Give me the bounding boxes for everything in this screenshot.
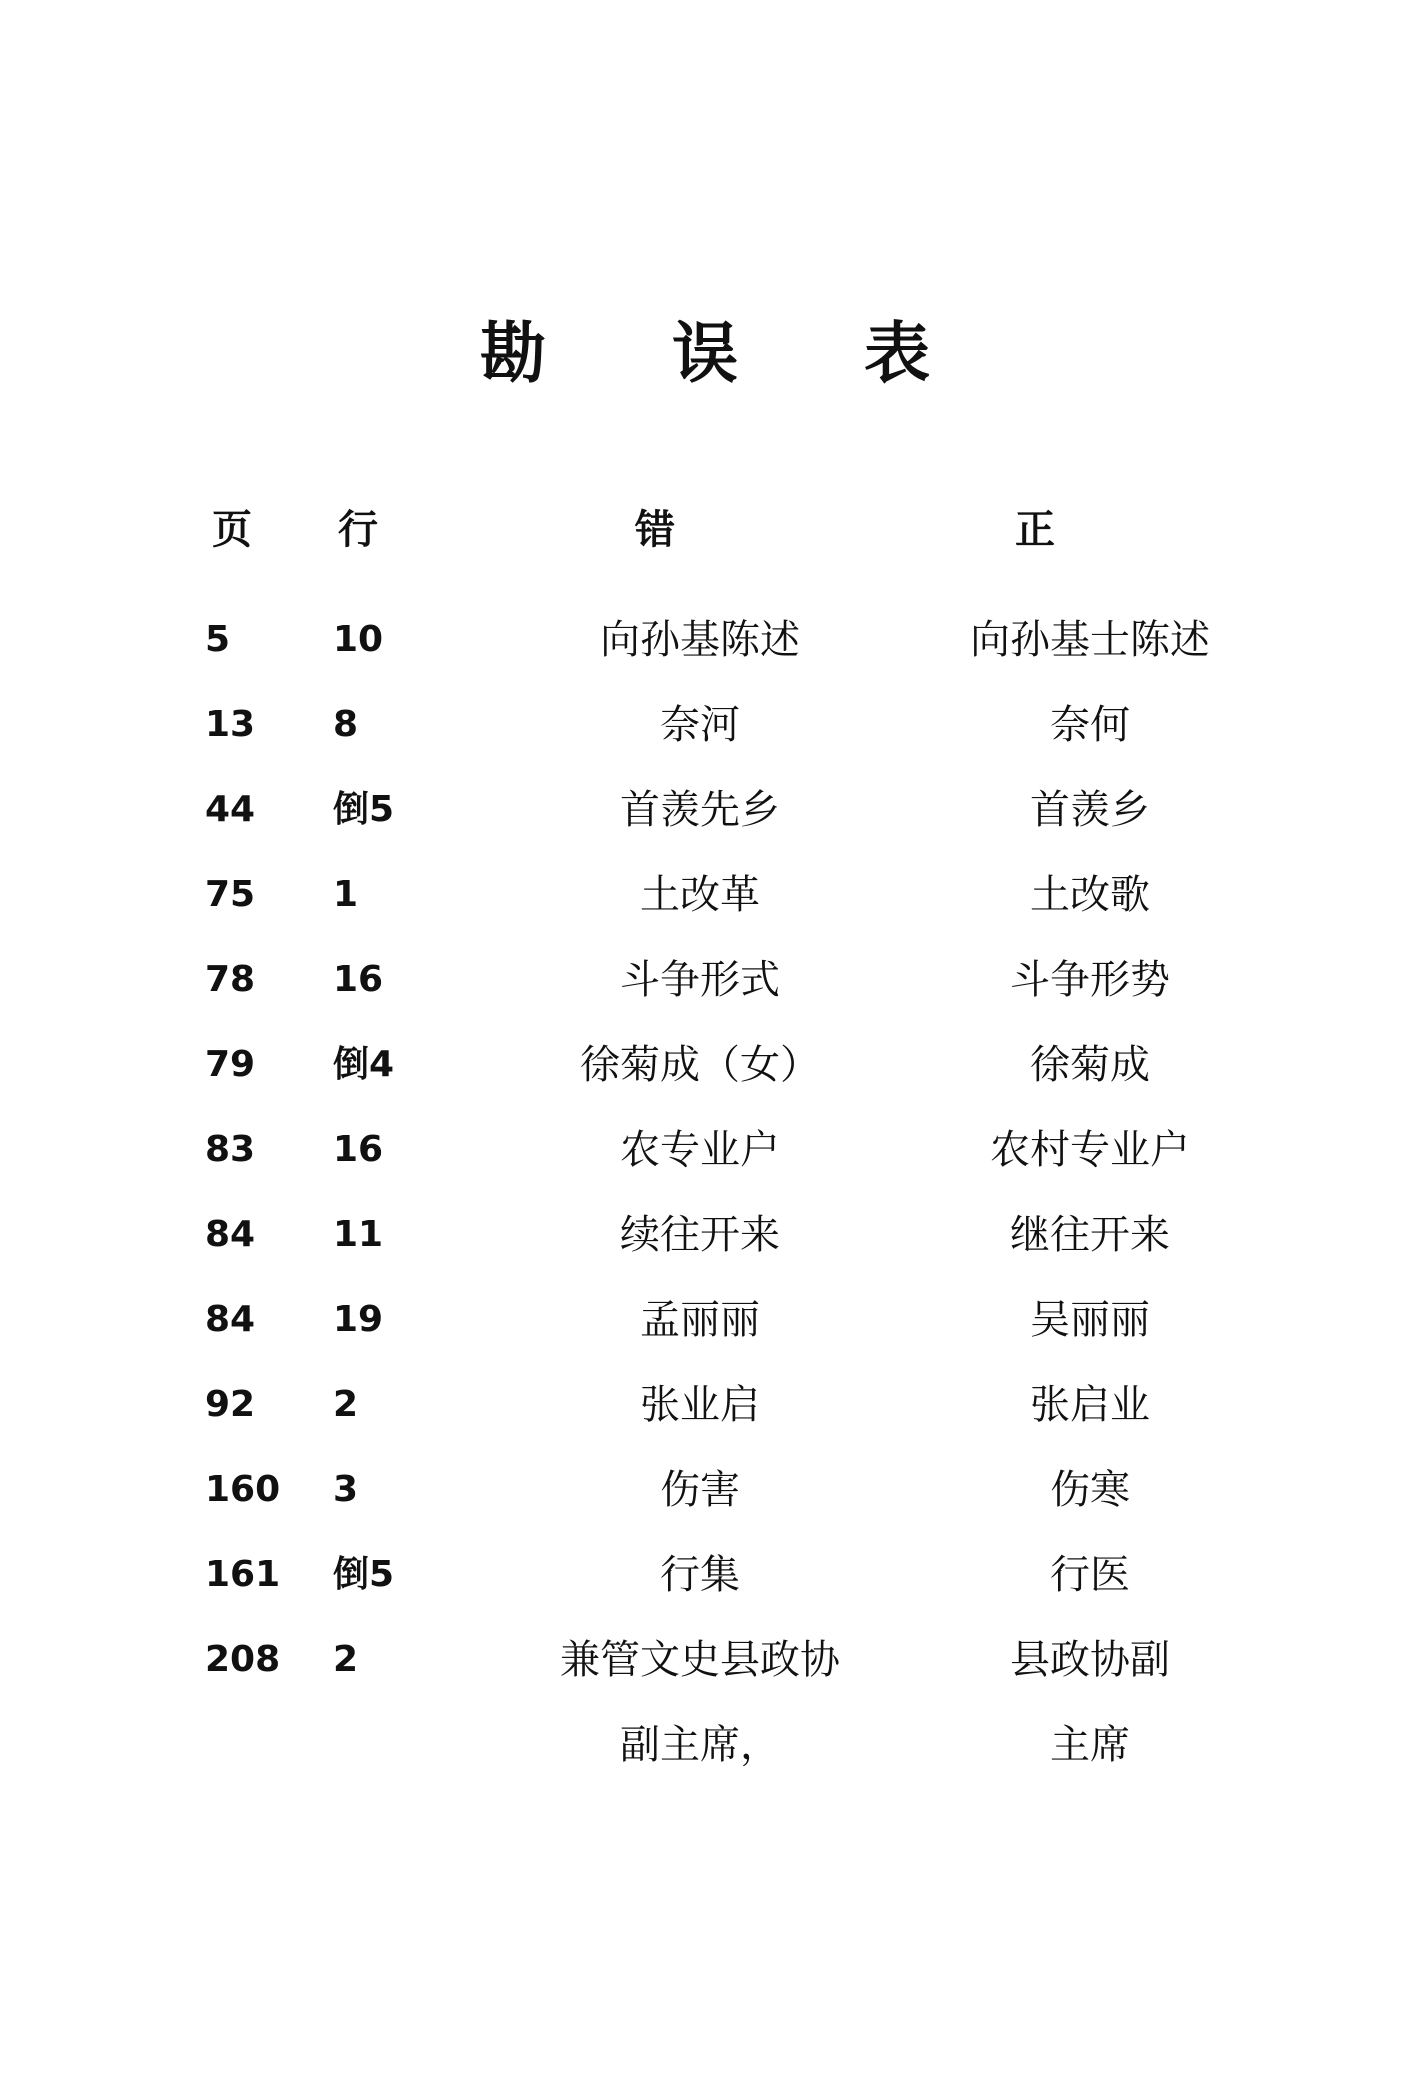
row-correct: 奈何 [1050,702,1130,748]
table-row [0,1460,1416,1520]
row-page: 44 [205,789,256,830]
table-row [0,950,1416,1010]
row-wrong: 孟丽丽 [640,1297,760,1343]
row-correct: 徐菊成 [1030,1042,1150,1088]
row-wrong: 向孙基陈述 [600,617,800,663]
row-wrong: 行集 [660,1552,740,1598]
title-char-2: 误 [672,314,744,392]
row-wrong: 张业启 [640,1382,760,1428]
row-wrong: 副主席， [620,1722,780,1768]
row-wrong: 农专业户 [620,1127,780,1173]
row-correct: 伤寒 [1050,1467,1130,1513]
table-row [0,1120,1416,1180]
row-line: 倒5 [333,789,395,830]
row-page: 5 [205,619,231,660]
row-correct: 吴丽丽 [1030,1297,1150,1343]
row-correct: 行医 [1050,1552,1130,1598]
row-line: 倒4 [333,1044,395,1085]
row-correct: 张启业 [1030,1382,1150,1428]
row-page: 83 [205,1129,256,1170]
row-correct: 农村专业户 [990,1127,1190,1173]
row-line: 2 [333,1384,359,1425]
row-page: 208 [205,1639,281,1680]
table-row [0,1375,1416,1435]
table-row [0,865,1416,925]
row-line: 2 [333,1639,359,1680]
row-correct: 首羡乡 [1030,787,1150,833]
row-page: 84 [205,1299,256,1340]
row-page: 92 [205,1384,256,1425]
table-row [0,1290,1416,1350]
row-correct: 土改歌 [1030,872,1150,918]
title-char-1: 勘 [480,314,552,392]
row-correct: 斗争形势 [1010,957,1170,1003]
page-title [0,300,1416,395]
table-row [0,1630,1416,1690]
row-wrong: 兼管文史县政协 [560,1637,840,1683]
row-page: 161 [205,1554,281,1595]
row-page: 78 [205,959,256,1000]
row-line: 16 [333,959,384,1000]
row-wrong: 续往开来 [620,1212,780,1258]
row-line: 19 [333,1299,384,1340]
row-line: 8 [333,704,359,745]
table-row-continuation [0,1715,1416,1775]
row-line: 10 [333,619,384,660]
table-row [0,695,1416,755]
table-row [0,1205,1416,1265]
header-line: 行 [338,506,378,553]
row-correct: 继往开来 [1010,1212,1170,1258]
row-page: 75 [205,874,256,915]
row-line: 16 [333,1129,384,1170]
row-wrong: 首羡先乡 [620,787,780,833]
header-page: 页 [212,506,252,553]
table-row [0,780,1416,840]
row-correct: 县政协副 [1010,1637,1170,1683]
row-wrong: 伤害 [660,1467,740,1513]
row-wrong: 斗争形式 [620,957,780,1003]
header-wrong: 错 [635,506,675,553]
title-char-3: 表 [864,314,936,392]
table-row [0,1545,1416,1605]
row-page: 79 [205,1044,256,1085]
row-page: 84 [205,1214,256,1255]
row-line: 1 [333,874,359,915]
header-correct: 正 [1015,506,1055,553]
row-page: 160 [205,1469,281,1510]
table-row [0,1035,1416,1095]
row-correct: 主席 [1050,1722,1130,1768]
row-line: 倒5 [333,1554,395,1595]
row-page: 13 [205,704,256,745]
row-correct: 向孙基士陈述 [970,617,1210,663]
row-wrong: 土改革 [640,872,760,918]
row-line: 11 [333,1214,384,1255]
row-line: 3 [333,1469,359,1510]
table-row [0,610,1416,670]
row-wrong: 徐菊成（女） [580,1042,820,1088]
row-wrong: 奈河 [660,702,740,748]
table-header [0,500,1416,560]
